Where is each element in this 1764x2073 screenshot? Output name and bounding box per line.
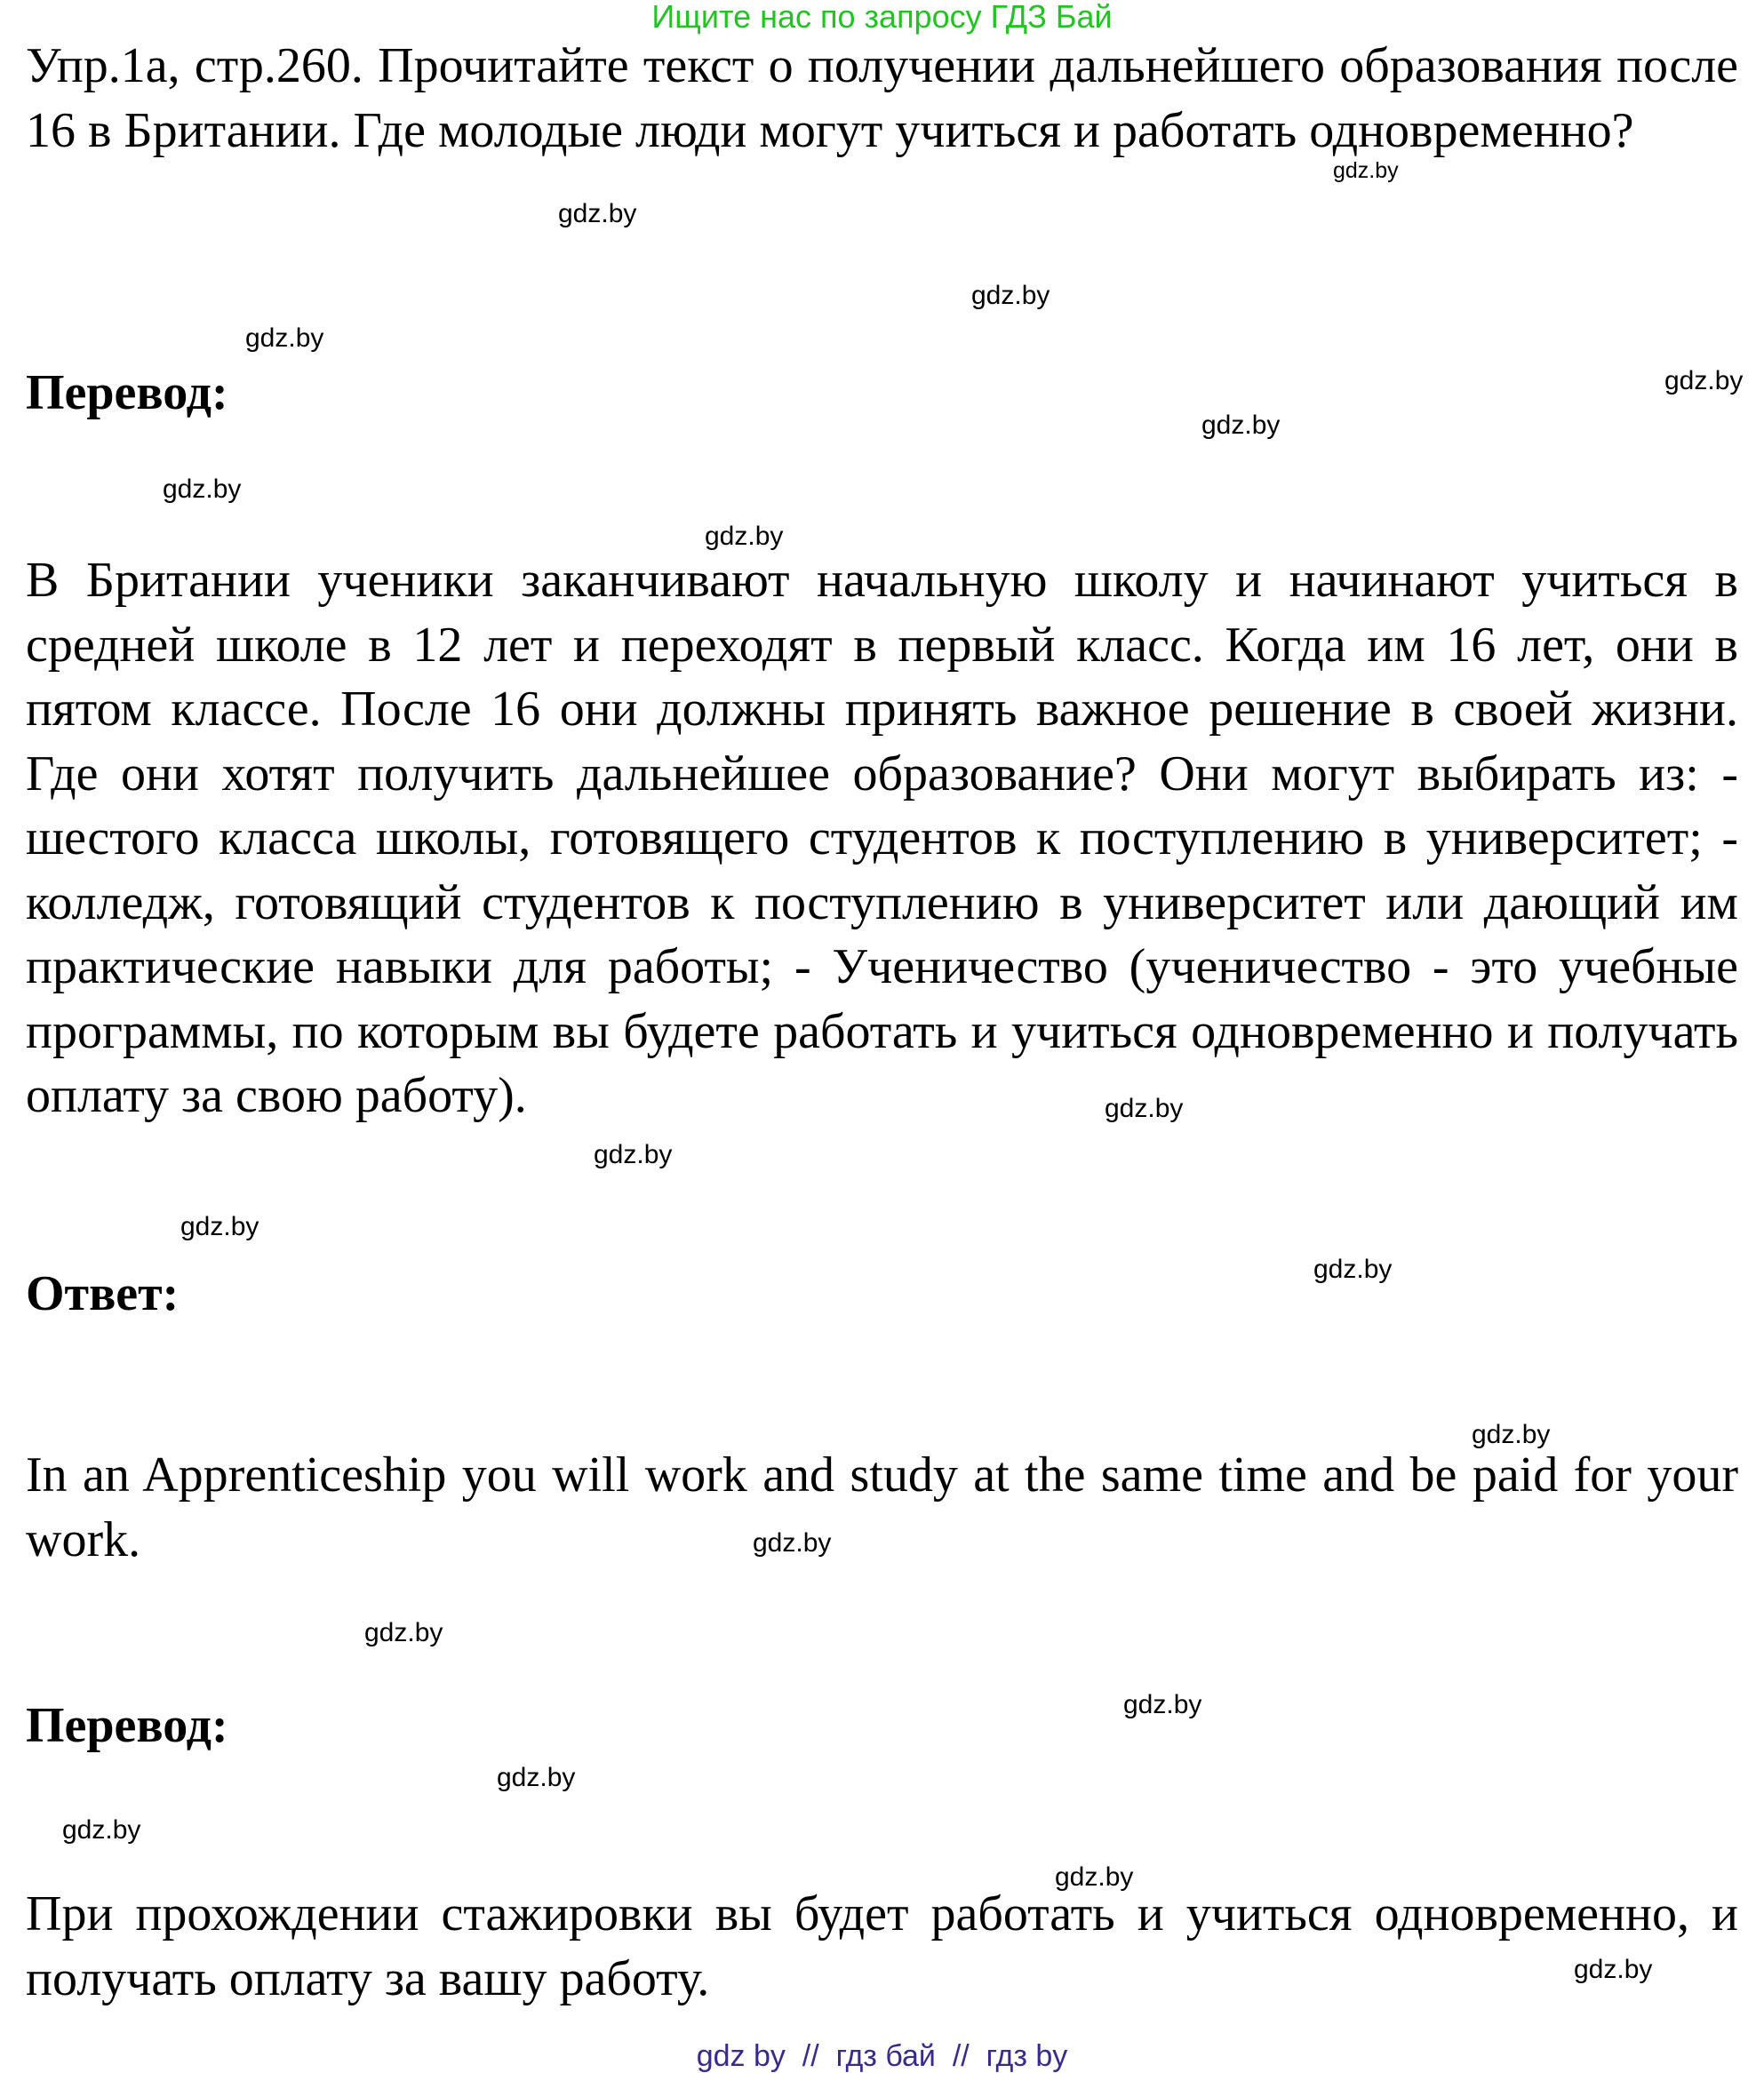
translation-text-2: При прохождении стажировки вы будет работать и учиться одновременно, и получать оплату за вашу работу.: [26, 1886, 1738, 2006]
watermark: gdz.by: [1201, 411, 1281, 440]
watermark: gdz.by: [971, 281, 1050, 310]
watermark: gdz.by: [163, 474, 242, 504]
watermark: gdz.by: [1105, 1094, 1184, 1123]
translation-text-1: В Британии ученики заканчивают начальную школу и начинают учиться в средней школе в 12 лет и переходят в первый класс. Когда им 16 лет, они в пятом классе. После 16 они должны принять важное решение в своей жизни. Где они хотят получить дальнейшее образование? Они могут выбирать из: - шестого класса школы, готовящего студентов к поступлению в университет; - колледж, готовящий студентов к поступлению в университет или дающий им практические навыки для работы; - Ученичество (ученичество - это учебные программы, по которым вы будете работать и учиться одновременно и получать оплату за свою работу).: [26, 553, 1738, 1123]
watermark: gdz.by: [364, 1618, 443, 1647]
answer-text: In an Apprenticeship you will work and study at the same time and be paid for your work.: [26, 1447, 1738, 1567]
watermark: gdz.by: [705, 522, 784, 551]
watermark: gdz.by: [594, 1140, 673, 1169]
top-banner: Ищите нас по запросу ГДЗ Бай: [651, 0, 1113, 35]
watermark: gdz.by: [1333, 158, 1399, 183]
watermark: gdz.by: [1472, 1420, 1551, 1449]
translation-heading-2: Перевод:: [26, 1698, 228, 1753]
footer-links: gdz by // гдз бай // гдз by: [696, 2039, 1068, 2073]
watermark: gdz.by: [1123, 1690, 1202, 1719]
watermark: gdz.by: [1055, 1862, 1134, 1892]
watermark: gdz.by: [1664, 366, 1744, 395]
answer-heading: Ответ:: [26, 1266, 180, 1321]
translation-heading-1: Перевод:: [26, 365, 228, 420]
watermark: gdz.by: [245, 323, 324, 353]
watermark: gdz.by: [180, 1212, 259, 1241]
watermark: gdz.by: [497, 1763, 576, 1792]
watermark: gdz.by: [1574, 1955, 1653, 1984]
watermark: gdz.by: [62, 1815, 141, 1845]
watermark: gdz.by: [558, 199, 637, 228]
exercise-prompt: Упр.1a, стр.260. Прочитайте текст о получении дальнейшего образования после 16 в Британии. Где молодые люди могут учиться и работать одновременно?: [26, 38, 1738, 158]
watermark: gdz.by: [1313, 1255, 1393, 1284]
watermark: gdz.by: [753, 1528, 832, 1558]
